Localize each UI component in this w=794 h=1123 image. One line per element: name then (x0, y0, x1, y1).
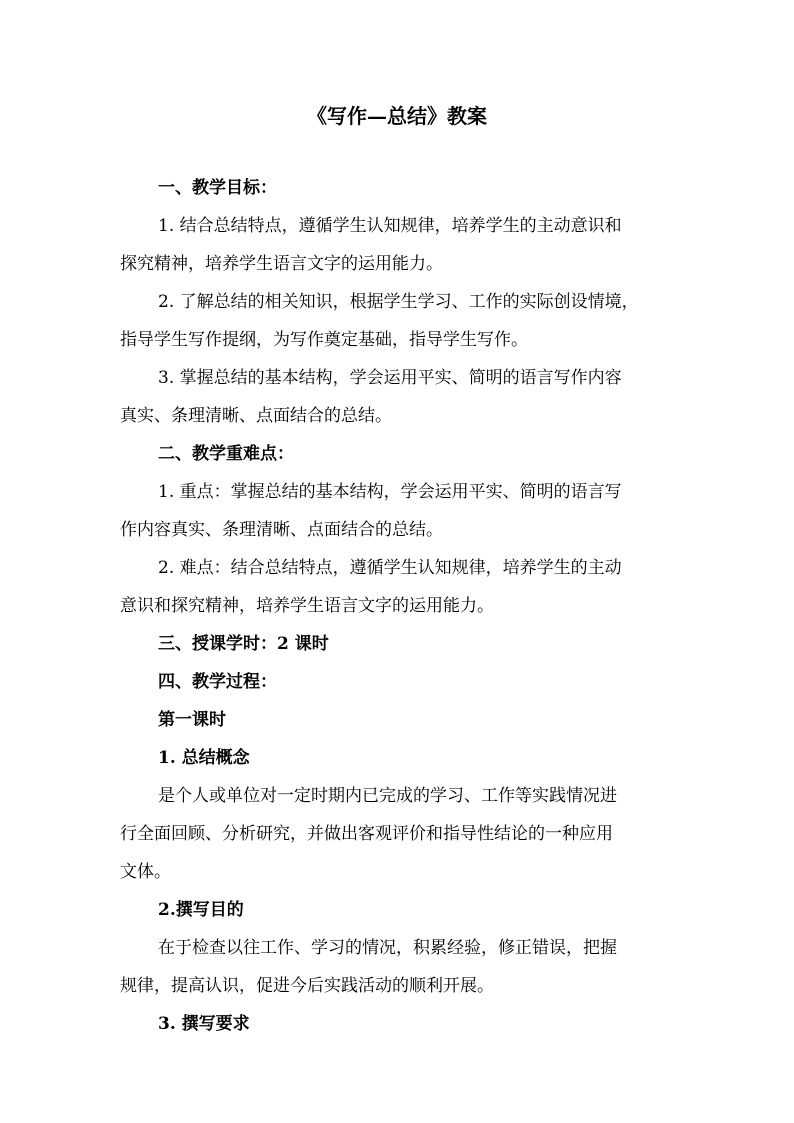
section-heading-class-hours: 三、授课学时：2 课时 (158, 634, 329, 654)
subheading-purpose: 2.撰写目的 (158, 900, 244, 920)
concept-line-3: 文体。 (120, 862, 171, 882)
concept-line-2: 行全面回顾、分析研究，并做出客观评价和指导性结论的一种应用 (120, 824, 613, 844)
section-heading-key-points: 二、教学重难点： (158, 444, 294, 464)
objective-2-line-1: 2. 了解总结的相关知识，根据学生学习、工作的实际创设情境， (158, 292, 639, 312)
key-point-line-1: 1. 重点：掌握总结的基本结构，学会运用平实、简明的语言写 (158, 482, 622, 502)
key-point-line-2: 作内容真实、条理清晰、点面结合的总结。 (120, 520, 443, 540)
subheading-requirements: 3. 撰写要求 (158, 1014, 250, 1034)
subheading-concept: 1. 总结概念 (158, 748, 250, 768)
difficult-point-line-2: 意识和探究精神，培养学生语言文字的运用能力。 (120, 596, 494, 616)
objective-1-line-2: 探究精神，培养学生语言文字的运用能力。 (120, 254, 443, 274)
lesson-heading: 第一课时 (158, 710, 226, 730)
section-heading-objectives: 一、教学目标： (158, 178, 277, 198)
concept-line-1: 是个人或单位对一定时期内已完成的学习、工作等实践情况进 (158, 786, 617, 806)
section-heading-process: 四、教学过程： (158, 672, 277, 692)
objective-2-line-2: 指导学生写作提纲，为写作奠定基础，指导学生写作。 (120, 330, 528, 350)
objective-3-line-1: 3. 掌握总结的基本结构，学会运用平实、简明的语言写作内容 (158, 368, 622, 388)
objective-3-line-2: 真实、条理清晰、点面结合的总结。 (120, 406, 392, 426)
purpose-line-2: 规律，提高认识，促进今后实践活动的顺利开展。 (120, 976, 494, 996)
document-title: 《写作—总结》教案 (307, 104, 487, 128)
difficult-point-line-1: 2. 难点：结合总结特点，遵循学生认知规律，培养学生的主动 (158, 558, 622, 578)
purpose-line-1: 在于检查以往工作、学习的情况，积累经验，修正错误，把握 (158, 938, 617, 958)
objective-1-line-1: 1. 结合总结特点，遵循学生认知规律，培养学生的主动意识和 (158, 216, 622, 236)
